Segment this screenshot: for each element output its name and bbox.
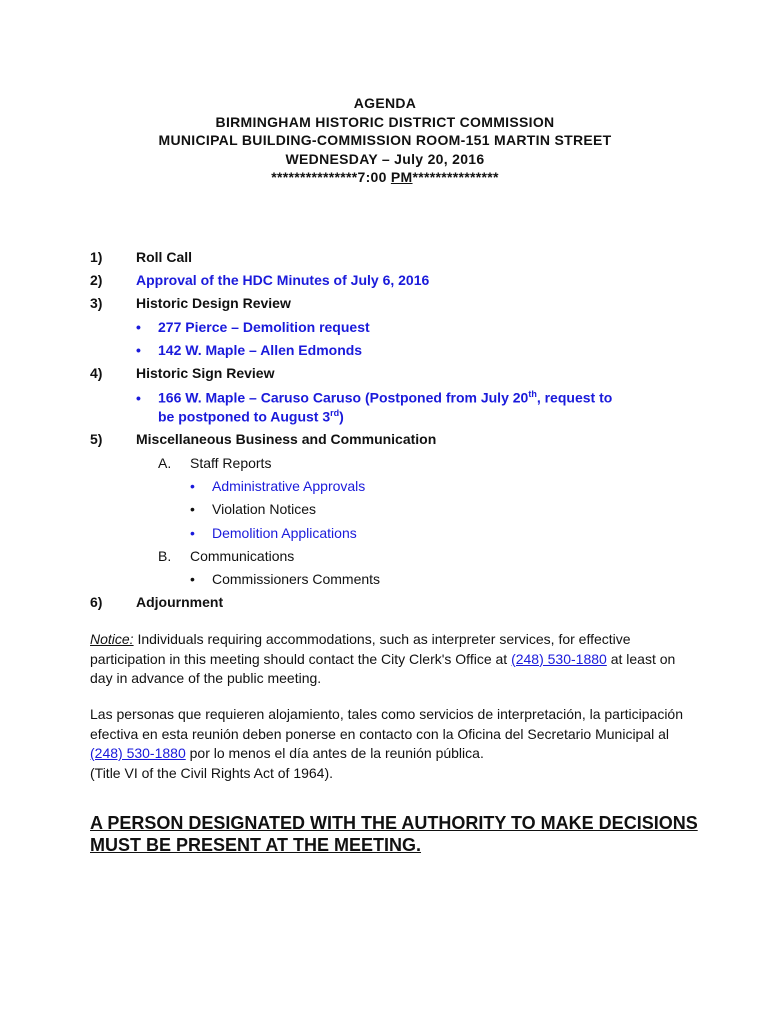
sub-letter: B. [158,548,172,564]
sub-label: Communications [190,548,295,564]
ordinal-suffix: rd [330,408,340,418]
header-agenda-title: AGENDA [353,95,417,111]
header-date: WEDNESDAY – July 20, 2016 [285,150,485,167]
bullet-text: Administrative Approvals [212,478,366,494]
item-label: Adjournment [136,594,224,610]
bullet-text: 166 W. Maple – Caruso Caruso (Postponed from July 20 [158,389,529,406]
agenda-header [0,94,770,187]
sub-label: Staff Reports [190,455,272,471]
bullet-text: ) [339,408,344,425]
header-location: MUNICIPAL BUILDING-COMMISSION ROOM-151 MARTIN STREET [158,132,612,148]
item-label: Historic Design Review [136,295,291,311]
notice-text: at least on day in advance of the public meeting. [90,650,676,686]
header-time-line [0,168,770,187]
bullet-text: Violation Notices [212,501,317,517]
item-number: 6) [90,594,103,610]
accommodation-notice [90,630,690,689]
bullet-text: 277 Pierce – Demolition request [158,319,370,335]
bullet-text: 142 W. Maple – Allen Edmonds [158,342,363,358]
notice-text: Individuals requiring accommodations, such as interpreter services, for effective participation in this meeting should contact the City Clerk's Office at [90,631,631,667]
administrative-approvals-link[interactable] [190,478,365,494]
spanish-notice [90,705,690,783]
phone-link[interactable]: (248) 530-1880 [90,745,186,761]
bullet-text: , request to [536,389,613,406]
bullet-icon: • [190,571,195,587]
bullet-text: Demolition Applications [212,525,357,541]
bullet-icon: • [190,501,195,517]
item-number: 3) [90,295,103,311]
ordinal-suffix: th [528,389,537,399]
header-commission-name: BIRMINGHAM HISTORIC DISTRICT COMMISSION [215,113,555,130]
minutes-link[interactable]: Approval of the HDC Minutes of July 6, 2016 [136,272,430,288]
phone-link[interactable]: (248) 530-1880 [511,650,607,667]
spanish-text: por lo menos el día antes de la reunión pública. [185,745,484,761]
header-pm: PM [390,169,413,185]
authority-warning: A PERSON DESIGNATED WITH THE AUTHORITY TO MAKE DECISIONS MUST BE PRESENT AT THE MEETING. [90,813,698,855]
civil-rights-citation: (Title VI of the Civil Rights Act of 1964). [90,764,334,781]
bullet-text: Commissioners Comments [212,571,381,587]
spanish-text: Las personas que requieren alojamiento, tales como servicios de interpretación, la participación efectiva en esta reunión deben ponerse en contacto con la Oficina del Secretario Municipal al [90,706,683,742]
header-time: 7:00 [357,169,391,185]
header-stars-left: *************** [271,169,358,185]
item-number: 4) [90,365,103,381]
bullet-icon: • [136,342,141,358]
bullet-icon: • [136,389,141,406]
item-label: Roll Call [136,249,193,265]
item-number: 2) [90,272,103,288]
maple-allen-edmonds-link[interactable] [136,342,362,358]
bullet-icon: • [190,525,195,541]
bullet-icon: • [136,319,141,335]
violation-notices [190,501,316,517]
bullet-text: be postponed to August 3 [158,408,331,425]
item-number: 5) [90,431,103,447]
sub-letter: A. [158,455,172,471]
item-number: 1) [90,249,103,265]
item-label: Historic Sign Review [136,365,275,381]
maple-caruso-link[interactable] [136,389,612,406]
commissioners-comments [190,571,380,587]
item-label: Miscellaneous Business and Communication [136,431,437,447]
bullet-icon: • [190,478,195,494]
demolition-applications-link[interactable] [190,525,357,541]
maple-caruso-link-continued[interactable] [158,408,344,425]
pierce-demolition-link[interactable] [136,319,370,335]
notice-label: Notice: [90,631,134,647]
header-stars-right: *************** [412,169,499,185]
